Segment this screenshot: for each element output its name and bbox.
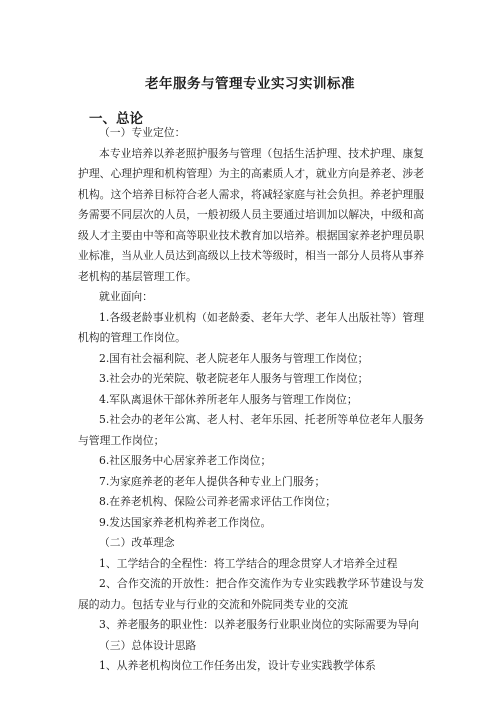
list-item-employment-7: 7.为家庭养老的老年人提供各种专业上门服务； bbox=[99, 474, 326, 488]
list-item-employment-3: 3.社会办的光荣院、敬老院老年人服务与管理工作岗位； bbox=[99, 372, 369, 385]
subheading-design: （三）总体设计思路 bbox=[99, 638, 197, 652]
paragraph-positioning: 本专业培养以养老照护服务与管理（包括生活护理、技术护理、康复护理、心理护理和机构管理）为主的高素质人才，就业方向是养老、涉老机构。这个培养目标符合老人需求，将减轻家庭与社会负担。养老护理服务需要不同层次的人员，一般初级人员主要通过培训加以解决，中级和高级人才主要由中等和高等职业技术教育加以培养。根据国家养老护理员职业标准，当从业人员达到高级以上技术等级时，相当一部分人员将从事养老机构的基层管理工作。 bbox=[78, 146, 424, 283]
list-item-employment-6: 6.社区服务中心居家养老工作岗位； bbox=[99, 454, 272, 467]
list-item-employment-1: 1.各级老龄事业机构（如老龄委、老年大学、老年人出版社等）管理机构的管理工作岗位。 bbox=[78, 310, 424, 344]
list-item-employment-4: 4.军队离退休干部休养所老年人服务与管理工作岗位； bbox=[99, 392, 358, 406]
subheading-reform: （二）改革理念 bbox=[99, 536, 175, 549]
subheading-positioning: （一）专业定位： bbox=[99, 126, 186, 139]
list-item-design-1: 1、从养老机构岗位工作任务出发，设计专业实践教学体系 bbox=[99, 659, 376, 672]
list-item-employment-2: 2.国有社会福利院、老人院老年人服务与管理工作岗位； bbox=[99, 351, 369, 365]
subheading-employment: 就业面向： bbox=[99, 290, 153, 303]
document-title: 老年服务与管理专业实习实训标准 bbox=[145, 76, 355, 92]
list-item-employment-8: 8.在养老机构、保险公司养老需求评估工作岗位； bbox=[99, 495, 337, 508]
list-item-reform-2: 2、合作交流的开放性：把合作交流作为专业实践教学环节建设与发展的动力。包括专业与行业的交流和外院同类专业的交流 bbox=[78, 577, 424, 611]
section-heading-general: 一、总论 bbox=[89, 111, 143, 127]
list-item-reform-1: 1、工学结合的全程性：将工学结合的理念贯穿人才培养全过程 bbox=[99, 556, 398, 570]
list-item-employment-5: 5.社会办的老年公寓、老人村、老年乐园、托老所等单位老年人服务与管理工作岗位； bbox=[78, 413, 424, 447]
document-body bbox=[78, 123, 424, 677]
list-item-employment-9: 9.发达国家养老机构养老工作岗位。 bbox=[99, 515, 272, 529]
list-item-reform-3: 3、养老服务的职业性：以养老服务行业职业岗位的实际需要为导向 bbox=[99, 618, 419, 631]
